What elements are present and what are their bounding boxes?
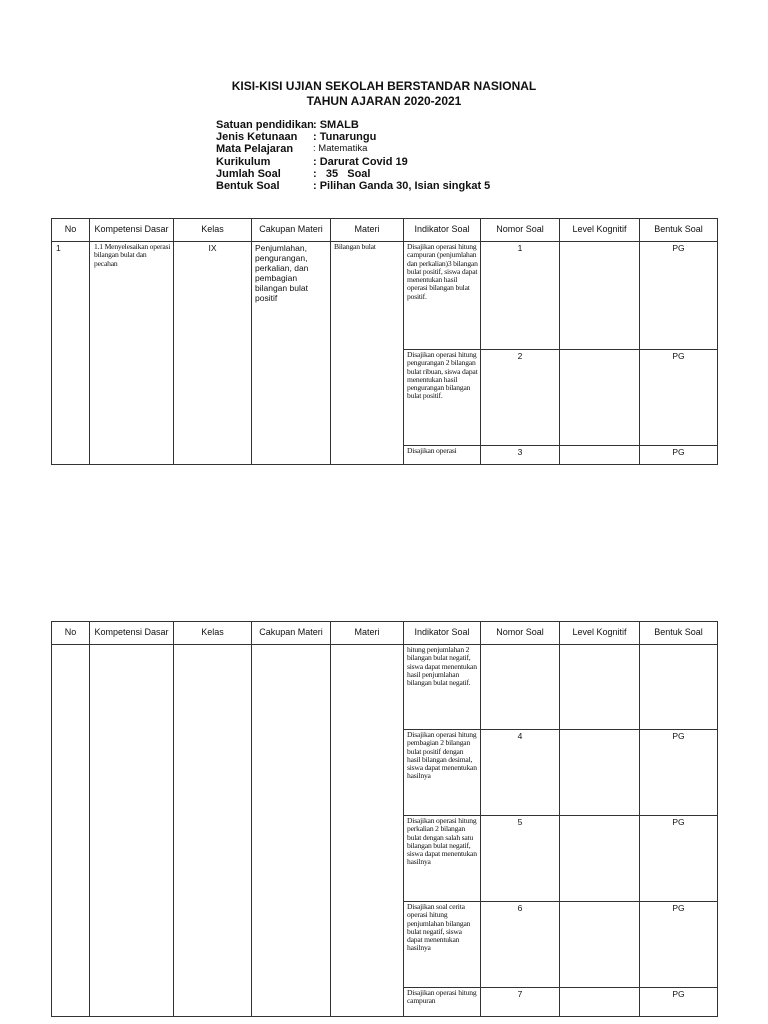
cell-kompetensi-dasar: [90, 645, 174, 1017]
cell-nomor: 2: [481, 350, 560, 446]
cell-indikator: Disajikan operasi: [404, 446, 481, 465]
cell-cakupan-materi: [252, 645, 331, 1017]
kisi-table-page-2: [51, 621, 718, 1017]
cell-materi: Bilangan bulat: [331, 242, 404, 465]
cell-no: 1: [52, 242, 90, 465]
header-kompetensi-dasar: Kompetensi Dasar: [90, 219, 174, 242]
info-label: Jenis Ketunaan: [216, 131, 298, 144]
document-title: KISI-KISI UJIAN SEKOLAH BERSTANDAR NASIONAL: [231, 79, 537, 93]
info-value: : 35 Soal: [313, 167, 371, 180]
cell-bentuk: PG: [640, 730, 718, 816]
cell-kelas: IX: [174, 242, 252, 465]
header-indikator-soal: Indikator Soal: [404, 219, 481, 242]
info-value: : Pilihan Ganda 30, Isian singkat 5: [313, 180, 491, 193]
cell-nomor: 6: [481, 902, 560, 988]
info-label: Kurikulum: [216, 155, 271, 168]
cell-bentuk: PG: [640, 816, 718, 902]
header-materi: Materi: [331, 219, 404, 242]
header-no: No: [52, 219, 90, 242]
info-value: : SMALB: [313, 119, 359, 131]
cell-level: [560, 446, 640, 465]
cell-bentuk: PG: [640, 242, 718, 350]
cell-materi: [331, 645, 404, 1017]
cell-bentuk: [640, 645, 718, 730]
header-kelas: Kelas: [174, 622, 252, 645]
info-row-jumlah: [216, 168, 490, 180]
header-no: No: [52, 622, 90, 645]
info-row-bentuk: [216, 180, 490, 192]
cell-indikator: Disajikan operasi hitung pengurangan 2 bilangan bulat ribuan, siswa dapat menentukan hasil pengurangan bilangan bulat positif.: [404, 350, 481, 446]
info-label: Bentuk Soal: [216, 180, 280, 193]
info-row-mapel: [216, 143, 490, 155]
cell-level: [560, 730, 640, 816]
info-row-kurikulum: [216, 156, 490, 168]
header-materi: Materi: [331, 622, 404, 645]
header-bentuk-soal: Bentuk Soal: [640, 622, 718, 645]
info-label: Satuan pendidikan: [216, 119, 314, 131]
cell-level: [560, 988, 640, 1017]
cell-cakupan-materi: Penjumlahan, pengurangan, perkalian, dan pembagian bilangan bulat positif: [252, 242, 331, 465]
info-label: Jumlah Soal: [216, 167, 281, 180]
cell-bentuk: PG: [640, 350, 718, 446]
cell-nomor: [481, 645, 560, 730]
cell-nomor: 1: [481, 242, 560, 350]
cell-indikator: hitung penjumlahan 2 bilangan bulat negatif, siswa dapat menentukan hasil penjumlahan bilangan bulat negatif.: [404, 645, 481, 730]
cell-nomor: 5: [481, 816, 560, 902]
cell-indikator: Disajikan operasi hitung campuran (penjumlahan dan perkalian)3 bilangan bulat positif, siswa dapat menentukan hasil operasi bilangan bulat positif.: [404, 242, 481, 350]
cell-bentuk: PG: [640, 988, 718, 1017]
table-row: [52, 645, 718, 730]
cell-level: [560, 902, 640, 988]
cell-kompetensi-dasar: 1.1 Menyelesaikan operasi bilangan bulat dan pecahan: [90, 242, 174, 465]
table-header-row: [52, 622, 718, 645]
header-nomor-soal: Nomor Soal: [481, 622, 560, 645]
cell-indikator: Disajikan operasi hitung campuran: [404, 988, 481, 1017]
cell-indikator: Disajikan operasi hitung perkalian 2 bilangan bulat dengan salah satu bilangan bulat negatif, siswa dapat menentukan hasilnya: [404, 816, 481, 902]
header-kompetensi-dasar: Kompetensi Dasar: [90, 622, 174, 645]
cell-bentuk: PG: [640, 446, 718, 465]
cell-level: [560, 816, 640, 902]
document-info: [216, 119, 490, 192]
cell-nomor: 3: [481, 446, 560, 465]
cell-kelas: [174, 645, 252, 1017]
kisi-table-page-1: [51, 218, 718, 465]
cell-bentuk: PG: [640, 902, 718, 988]
header-indikator-soal: Indikator Soal: [404, 622, 481, 645]
header-kelas: Kelas: [174, 219, 252, 242]
cell-indikator: Disajikan operasi hitung pembagian 2 bilangan bulat positif dengan hasil bilangan desimal, siswa dapat menentukan hasilnya: [404, 730, 481, 816]
document-subtitle: TAHUN AJARAN 2020-2021: [306, 94, 462, 108]
cell-nomor: 4: [481, 730, 560, 816]
header-cakupan-materi: Cakupan Materi: [252, 219, 331, 242]
cell-nomor: 7: [481, 988, 560, 1017]
info-value: : Tunarungu: [313, 131, 377, 144]
header-level-kognitif: Level Kognitif: [560, 219, 640, 242]
table-header-row: [52, 219, 718, 242]
info-value: : Matematika: [313, 143, 368, 155]
cell-level: [560, 645, 640, 730]
header-cakupan-materi: Cakupan Materi: [252, 622, 331, 645]
info-row-satuan: [216, 119, 490, 131]
table-row: [52, 242, 718, 350]
cell-indikator: Disajikan soal cerita operasi hitung penjumlahan bilangan bulat negatif, siswa dapat menentukan hasilnya: [404, 902, 481, 988]
info-row-jenis: [216, 131, 490, 143]
info-label: Mata Pelajaran: [216, 143, 294, 156]
header-level-kognitif: Level Kognitif: [560, 622, 640, 645]
info-value: : Darurat Covid 19: [313, 155, 408, 168]
cell-no: [52, 645, 90, 1017]
cell-level: [560, 242, 640, 350]
header-nomor-soal: Nomor Soal: [481, 219, 560, 242]
header-bentuk-soal: Bentuk Soal: [640, 219, 718, 242]
cell-level: [560, 350, 640, 446]
